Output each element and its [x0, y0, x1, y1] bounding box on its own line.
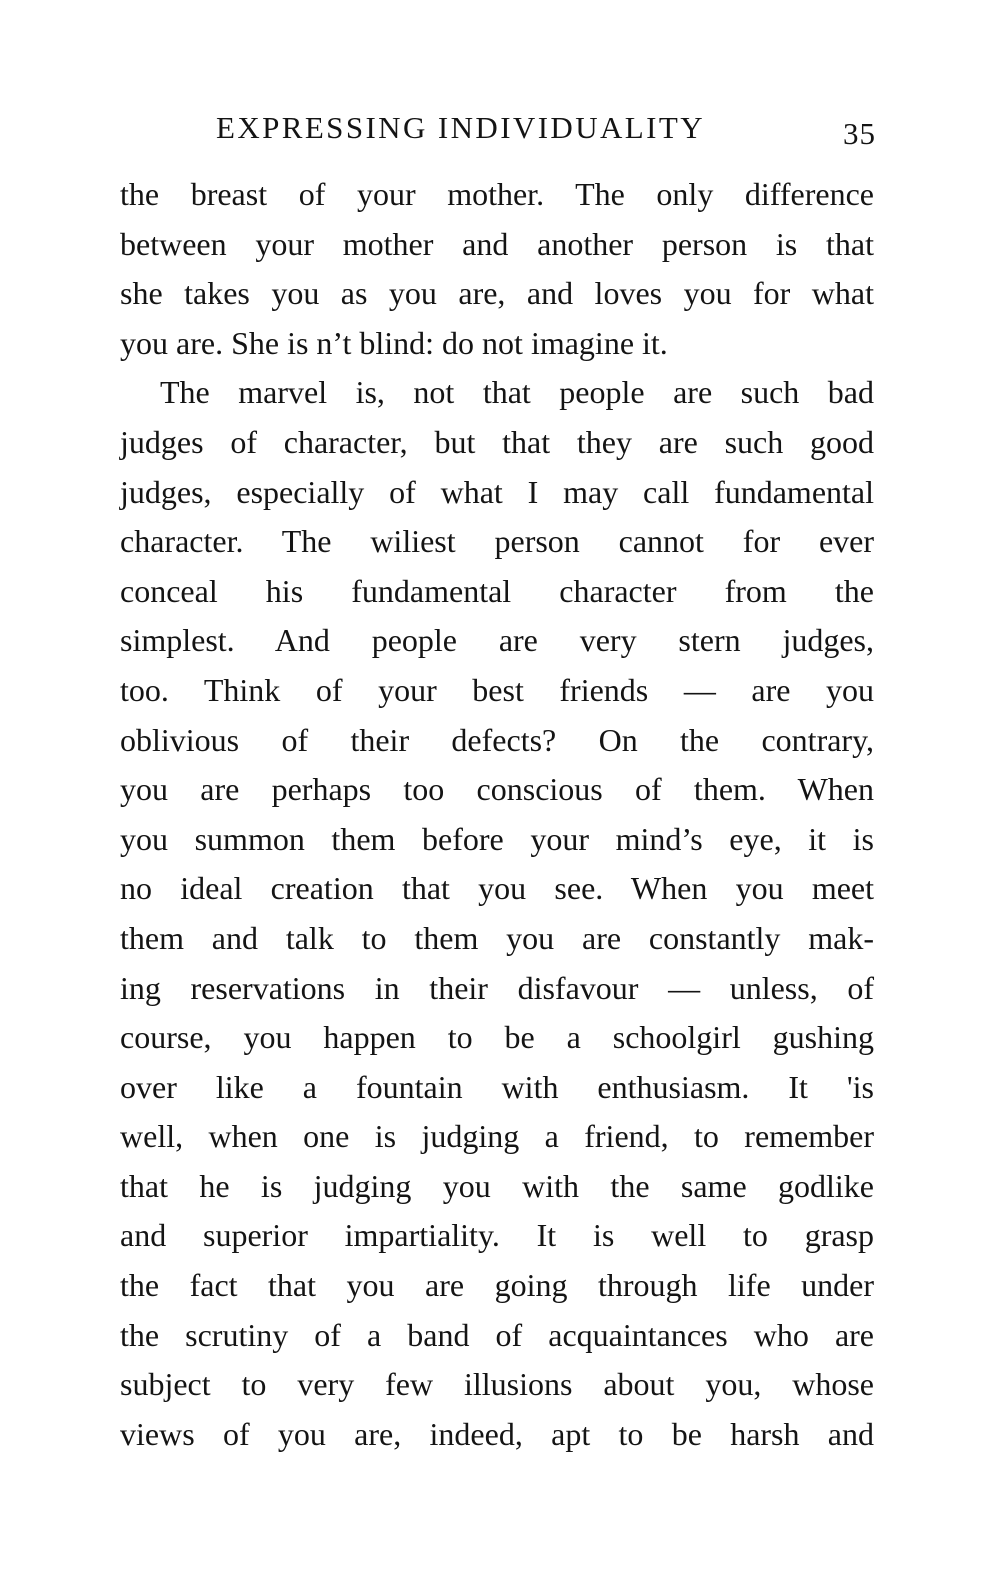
text-line: and superior impartiality. It is well to grasp [120, 1217, 874, 1254]
text-line: judges of character, but that they are such good [120, 423, 874, 460]
body-text [120, 170, 874, 1459]
text-line: The marvel is, not that people are such bad [160, 374, 874, 411]
text-line: judges, especially of what I may call fundamental [120, 473, 874, 510]
text-line: you are perhaps too conscious of them. When [120, 771, 874, 808]
running-head [120, 108, 876, 158]
text-line: no ideal creation that you see. When you meet [120, 870, 874, 907]
text-line: the fact that you are going through life under [120, 1267, 874, 1304]
text-line: views of you are, indeed, apt to be harsh and [120, 1415, 874, 1452]
text-line: subject to very few illusions about you, whose [120, 1366, 874, 1403]
text-line: too. Think of your best friends — are you [120, 671, 874, 708]
text-line: well, when one is judging a friend, to remember [120, 1118, 874, 1155]
text-line: the breast of your mother. The only difference [120, 176, 874, 212]
page-number: 35 [843, 116, 876, 151]
text-line: them and talk to them you are constantly mak- [120, 919, 874, 956]
text-line: oblivious of their defects? On the contrary, [120, 721, 874, 758]
text-line: character. The wiliest person cannot for ever [120, 523, 874, 560]
text-line: she takes you as you are, and loves you for what [120, 275, 874, 312]
text-line: the scrutiny of a band of acquaintances who are [120, 1316, 874, 1353]
text-line: you summon them before your mind’s eye, it is [120, 820, 874, 857]
text-line: you are. She is n’t blind: do not imagine it. [120, 324, 668, 361]
text-line: course, you happen to be a schoolgirl gushing [120, 1019, 874, 1056]
text-line: between your mother and another person is that [120, 225, 874, 262]
running-title: EXPRESSING INDIVIDUALITY [216, 110, 705, 145]
text-line: conceal his fundamental character from the [120, 572, 874, 609]
text-line: over like a fountain with enthusiasm. It 'is [120, 1068, 874, 1105]
text-line: ing reservations in their disfavour — unless, of [120, 969, 874, 1006]
text-line: that he is judging you with the same godlike [120, 1167, 874, 1204]
text-line: simplest. And people are very stern judges, [120, 622, 874, 659]
